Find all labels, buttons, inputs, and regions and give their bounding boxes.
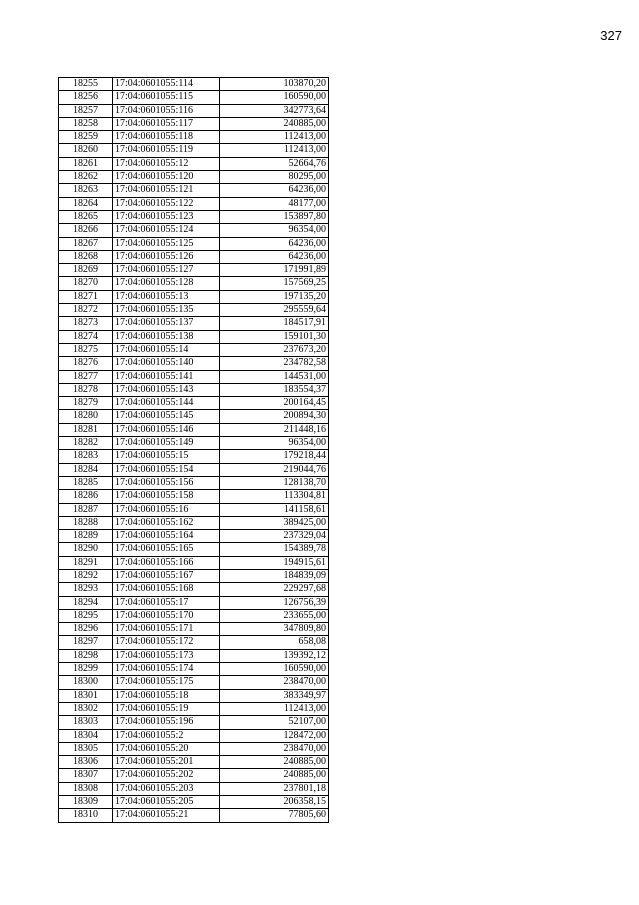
table-row xyxy=(59,343,329,356)
row-number-cell: 18267 xyxy=(59,237,113,250)
row-number-cell: 18302 xyxy=(59,702,113,715)
table-row xyxy=(59,623,329,636)
cadastral-number-cell: 17:04:0601055:140 xyxy=(113,357,220,370)
cadastral-value-cell: 141158,61 xyxy=(220,503,329,516)
row-number-cell: 18258 xyxy=(59,117,113,130)
cadastral-number-cell: 17:04:0601055:127 xyxy=(113,264,220,277)
cadastral-number-cell: 17:04:0601055:162 xyxy=(113,516,220,529)
cadastral-value-cell: 233655,00 xyxy=(220,609,329,622)
cadastral-value-cell: 200894,30 xyxy=(220,410,329,423)
cadastral-number-cell: 17:04:0601055:16 xyxy=(113,503,220,516)
row-number-cell: 18306 xyxy=(59,756,113,769)
row-number-cell: 18284 xyxy=(59,463,113,476)
cadastral-value-cell: 159101,30 xyxy=(220,330,329,343)
cadastral-value-cell: 229297,68 xyxy=(220,583,329,596)
row-number-cell: 18259 xyxy=(59,131,113,144)
table-row xyxy=(59,729,329,742)
cadastral-value-cell: 112413,00 xyxy=(220,131,329,144)
table-row xyxy=(59,437,329,450)
cadastral-number-cell: 17:04:0601055:141 xyxy=(113,370,220,383)
table-row xyxy=(59,702,329,715)
cadastral-value-cell: 139392,12 xyxy=(220,649,329,662)
row-number-cell: 18281 xyxy=(59,423,113,436)
row-number-cell: 18297 xyxy=(59,636,113,649)
cadastral-value-cell: 52107,00 xyxy=(220,716,329,729)
cadastral-number-cell: 17:04:0601055:138 xyxy=(113,330,220,343)
cadastral-value-cell: 237801,18 xyxy=(220,782,329,795)
cadastral-value-cell: 184839,09 xyxy=(220,569,329,582)
row-number-cell: 18261 xyxy=(59,157,113,170)
cadastral-number-cell: 17:04:0601055:205 xyxy=(113,796,220,809)
cadastral-value-cell: 126756,39 xyxy=(220,596,329,609)
cadastral-number-cell: 17:04:0601055:167 xyxy=(113,569,220,582)
table-row xyxy=(59,796,329,809)
row-number-cell: 18257 xyxy=(59,104,113,117)
cadastral-number-cell: 17:04:0601055:173 xyxy=(113,649,220,662)
table-row xyxy=(59,383,329,396)
table-row xyxy=(59,277,329,290)
row-number-cell: 18262 xyxy=(59,171,113,184)
table-row xyxy=(59,463,329,476)
cadastral-number-cell: 17:04:0601055:166 xyxy=(113,556,220,569)
cadastral-value-cell: 184517,91 xyxy=(220,317,329,330)
cadastral-value-cell: 48177,00 xyxy=(220,197,329,210)
cadastral-value-cell: 64236,00 xyxy=(220,237,329,250)
page-number: 327 xyxy=(600,28,622,43)
cadastral-number-cell: 17:04:0601055:201 xyxy=(113,756,220,769)
table-row xyxy=(59,450,329,463)
cadastral-number-cell: 17:04:0601055:128 xyxy=(113,277,220,290)
table-row xyxy=(59,716,329,729)
row-number-cell: 18269 xyxy=(59,264,113,277)
cadastral-number-cell: 17:04:0601055:2 xyxy=(113,729,220,742)
row-number-cell: 18310 xyxy=(59,809,113,822)
cadastral-number-cell: 17:04:0601055:15 xyxy=(113,450,220,463)
cadastral-value-cell: 240885,00 xyxy=(220,769,329,782)
table-row xyxy=(59,782,329,795)
cadastral-number-cell: 17:04:0601055:116 xyxy=(113,104,220,117)
table-row xyxy=(59,649,329,662)
row-number-cell: 18264 xyxy=(59,197,113,210)
row-number-cell: 18277 xyxy=(59,370,113,383)
cadastral-value-cell: 219044,76 xyxy=(220,463,329,476)
cadastral-value-cell: 112413,00 xyxy=(220,144,329,157)
cadastral-value-cell: 160590,00 xyxy=(220,91,329,104)
table-row xyxy=(59,809,329,822)
cadastral-number-cell: 17:04:0601055:168 xyxy=(113,583,220,596)
cadastral-value-cell: 160590,00 xyxy=(220,663,329,676)
cadastral-number-cell: 17:04:0601055:14 xyxy=(113,343,220,356)
cadastral-number-cell: 17:04:0601055:21 xyxy=(113,809,220,822)
row-number-cell: 18301 xyxy=(59,689,113,702)
table-row xyxy=(59,543,329,556)
cadastral-value-cell: 238470,00 xyxy=(220,742,329,755)
cadastral-value-cell: 211448,16 xyxy=(220,423,329,436)
row-number-cell: 18280 xyxy=(59,410,113,423)
table-row xyxy=(59,676,329,689)
cadastral-value-cell: 52664,76 xyxy=(220,157,329,170)
cadastral-number-cell: 17:04:0601055:120 xyxy=(113,171,220,184)
cadastral-number-cell: 17:04:0601055:135 xyxy=(113,304,220,317)
cadastral-value-cell: 64236,00 xyxy=(220,250,329,263)
table-row xyxy=(59,583,329,596)
cadastral-number-cell: 17:04:0601055:137 xyxy=(113,317,220,330)
table-row xyxy=(59,171,329,184)
row-number-cell: 18299 xyxy=(59,663,113,676)
table-row xyxy=(59,596,329,609)
row-number-cell: 18283 xyxy=(59,450,113,463)
row-number-cell: 18256 xyxy=(59,91,113,104)
cadastral-value-cell: 112413,00 xyxy=(220,702,329,715)
table-row xyxy=(59,104,329,117)
cadastral-number-cell: 17:04:0601055:17 xyxy=(113,596,220,609)
cadastral-number-cell: 17:04:0601055:171 xyxy=(113,623,220,636)
cadastral-number-cell: 17:04:0601055:125 xyxy=(113,237,220,250)
cadastral-value-cell: 234782,58 xyxy=(220,357,329,370)
cadastral-number-cell: 17:04:0601055:158 xyxy=(113,490,220,503)
table-row xyxy=(59,290,329,303)
cadastral-value-cell: 383349,97 xyxy=(220,689,329,702)
cadastral-value-cell: 64236,00 xyxy=(220,184,329,197)
cadastral-value-cell: 179218,44 xyxy=(220,450,329,463)
row-number-cell: 18271 xyxy=(59,290,113,303)
cadastral-number-cell: 17:04:0601055:118 xyxy=(113,131,220,144)
cadastral-number-cell: 17:04:0601055:144 xyxy=(113,397,220,410)
row-number-cell: 18285 xyxy=(59,476,113,489)
cadastral-number-cell: 17:04:0601055:156 xyxy=(113,476,220,489)
cadastral-number-cell: 17:04:0601055:13 xyxy=(113,290,220,303)
cadastral-value-cell: 237329,04 xyxy=(220,530,329,543)
cadastral-value-cell: 206358,15 xyxy=(220,796,329,809)
table-row xyxy=(59,224,329,237)
cadastral-number-cell: 17:04:0601055:114 xyxy=(113,78,220,91)
row-number-cell: 18272 xyxy=(59,304,113,317)
row-number-cell: 18278 xyxy=(59,383,113,396)
table-row xyxy=(59,370,329,383)
cadastral-number-cell: 17:04:0601055:175 xyxy=(113,676,220,689)
cadastral-number-cell: 17:04:0601055:203 xyxy=(113,782,220,795)
cadastral-value-cell: 128472,00 xyxy=(220,729,329,742)
row-number-cell: 18293 xyxy=(59,583,113,596)
cadastral-value-cell: 342773,64 xyxy=(220,104,329,117)
cadastral-number-cell: 17:04:0601055:145 xyxy=(113,410,220,423)
row-number-cell: 18292 xyxy=(59,569,113,582)
table-row xyxy=(59,756,329,769)
table-row xyxy=(59,250,329,263)
table-row xyxy=(59,476,329,489)
table-row xyxy=(59,91,329,104)
table-row xyxy=(59,197,329,210)
cadastral-value-cell: 237673,20 xyxy=(220,343,329,356)
row-number-cell: 18291 xyxy=(59,556,113,569)
cadastral-value-table xyxy=(58,77,329,823)
row-number-cell: 18274 xyxy=(59,330,113,343)
table-row xyxy=(59,636,329,649)
table-row xyxy=(59,556,329,569)
cadastral-value-cell: 389425,00 xyxy=(220,516,329,529)
cadastral-number-cell: 17:04:0601055:174 xyxy=(113,663,220,676)
cadastral-value-cell: 238470,00 xyxy=(220,676,329,689)
cadastral-value-cell: 96354,00 xyxy=(220,224,329,237)
cadastral-value-cell: 197135,20 xyxy=(220,290,329,303)
row-number-cell: 18303 xyxy=(59,716,113,729)
table-row xyxy=(59,490,329,503)
cadastral-number-cell: 17:04:0601055:123 xyxy=(113,210,220,223)
table-row xyxy=(59,516,329,529)
cadastral-number-cell: 17:04:0601055:19 xyxy=(113,702,220,715)
table-row xyxy=(59,503,329,516)
table-row xyxy=(59,304,329,317)
row-number-cell: 18309 xyxy=(59,796,113,809)
cadastral-number-cell: 17:04:0601055:196 xyxy=(113,716,220,729)
table-row xyxy=(59,78,329,91)
row-number-cell: 18282 xyxy=(59,437,113,450)
cadastral-value-cell: 157569,25 xyxy=(220,277,329,290)
table-row xyxy=(59,397,329,410)
cadastral-value-cell: 200164,45 xyxy=(220,397,329,410)
row-number-cell: 18288 xyxy=(59,516,113,529)
table-row xyxy=(59,609,329,622)
cadastral-number-cell: 17:04:0601055:154 xyxy=(113,463,220,476)
cadastral-value-cell: 194915,61 xyxy=(220,556,329,569)
table-body xyxy=(59,78,329,823)
cadastral-number-cell: 17:04:0601055:117 xyxy=(113,117,220,130)
cadastral-number-cell: 17:04:0601055:146 xyxy=(113,423,220,436)
cadastral-number-cell: 17:04:0601055:126 xyxy=(113,250,220,263)
row-number-cell: 18294 xyxy=(59,596,113,609)
row-number-cell: 18290 xyxy=(59,543,113,556)
cadastral-value-cell: 144531,00 xyxy=(220,370,329,383)
cadastral-number-cell: 17:04:0601055:122 xyxy=(113,197,220,210)
table-row xyxy=(59,184,329,197)
row-number-cell: 18304 xyxy=(59,729,113,742)
row-number-cell: 18305 xyxy=(59,742,113,755)
row-number-cell: 18268 xyxy=(59,250,113,263)
row-number-cell: 18260 xyxy=(59,144,113,157)
cadastral-value-cell: 183554,37 xyxy=(220,383,329,396)
row-number-cell: 18273 xyxy=(59,317,113,330)
cadastral-number-cell: 17:04:0601055:18 xyxy=(113,689,220,702)
table-row xyxy=(59,210,329,223)
table-row xyxy=(59,144,329,157)
table-row xyxy=(59,530,329,543)
row-number-cell: 18307 xyxy=(59,769,113,782)
table-row xyxy=(59,423,329,436)
cadastral-number-cell: 17:04:0601055:202 xyxy=(113,769,220,782)
table-row xyxy=(59,157,329,170)
cadastral-value-cell: 96354,00 xyxy=(220,437,329,450)
row-number-cell: 18265 xyxy=(59,210,113,223)
row-number-cell: 18298 xyxy=(59,649,113,662)
cadastral-number-cell: 17:04:0601055:121 xyxy=(113,184,220,197)
row-number-cell: 18300 xyxy=(59,676,113,689)
cadastral-value-cell: 154389,78 xyxy=(220,543,329,556)
cadastral-number-cell: 17:04:0601055:119 xyxy=(113,144,220,157)
cadastral-number-cell: 17:04:0601055:115 xyxy=(113,91,220,104)
cadastral-number-cell: 17:04:0601055:165 xyxy=(113,543,220,556)
table-row xyxy=(59,663,329,676)
cadastral-number-cell: 17:04:0601055:12 xyxy=(113,157,220,170)
row-number-cell: 18286 xyxy=(59,490,113,503)
cadastral-value-cell: 658,08 xyxy=(220,636,329,649)
row-number-cell: 18279 xyxy=(59,397,113,410)
table-row xyxy=(59,330,329,343)
table-row xyxy=(59,317,329,330)
cadastral-value-cell: 103870,20 xyxy=(220,78,329,91)
cadastral-number-cell: 17:04:0601055:124 xyxy=(113,224,220,237)
cadastral-value-cell: 171991,89 xyxy=(220,264,329,277)
cadastral-value-cell: 153897,80 xyxy=(220,210,329,223)
table-row xyxy=(59,689,329,702)
cadastral-number-cell: 17:04:0601055:143 xyxy=(113,383,220,396)
table-row xyxy=(59,742,329,755)
row-number-cell: 18255 xyxy=(59,78,113,91)
table-row xyxy=(59,769,329,782)
table-row xyxy=(59,264,329,277)
table-row xyxy=(59,410,329,423)
row-number-cell: 18289 xyxy=(59,530,113,543)
cadastral-value-cell: 128138,70 xyxy=(220,476,329,489)
row-number-cell: 18276 xyxy=(59,357,113,370)
table-row xyxy=(59,237,329,250)
row-number-cell: 18266 xyxy=(59,224,113,237)
cadastral-number-cell: 17:04:0601055:20 xyxy=(113,742,220,755)
row-number-cell: 18287 xyxy=(59,503,113,516)
cadastral-value-cell: 80295,00 xyxy=(220,171,329,184)
cadastral-value-cell: 240885,00 xyxy=(220,756,329,769)
table-row xyxy=(59,357,329,370)
row-number-cell: 18270 xyxy=(59,277,113,290)
cadastral-number-cell: 17:04:0601055:172 xyxy=(113,636,220,649)
table-row xyxy=(59,117,329,130)
cadastral-value-cell: 240885,00 xyxy=(220,117,329,130)
cadastral-value-cell: 113304,81 xyxy=(220,490,329,503)
cadastral-number-cell: 17:04:0601055:149 xyxy=(113,437,220,450)
cadastral-number-cell: 17:04:0601055:170 xyxy=(113,609,220,622)
row-number-cell: 18263 xyxy=(59,184,113,197)
table-row xyxy=(59,569,329,582)
row-number-cell: 18275 xyxy=(59,343,113,356)
row-number-cell: 18308 xyxy=(59,782,113,795)
cadastral-number-cell: 17:04:0601055:164 xyxy=(113,530,220,543)
cadastral-value-cell: 295559,64 xyxy=(220,304,329,317)
cadastral-value-cell: 77805,60 xyxy=(220,809,329,822)
table-row xyxy=(59,131,329,144)
cadastral-value-cell: 347809,80 xyxy=(220,623,329,636)
row-number-cell: 18295 xyxy=(59,609,113,622)
row-number-cell: 18296 xyxy=(59,623,113,636)
